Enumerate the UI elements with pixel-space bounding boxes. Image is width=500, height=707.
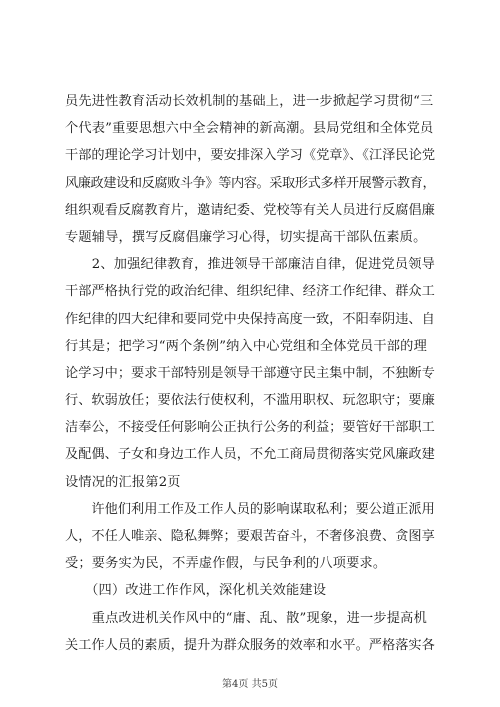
text-line: 组织观看反腐教育片，邀请纪委、党校等有关人员进行反腐倡廉 — [65, 202, 435, 218]
text-line: 人，不任人唯亲、隐私舞弊；要艰苦奋斗，不奢侈浪费、贪图享 — [65, 529, 435, 544]
text-line: 个代表”重要思想六中全会精神的新高潮。县局党组和全体党员 — [65, 121, 434, 137]
section-heading: （四）改进工作作风，深化机关效能建设 — [65, 583, 327, 599]
text-line: 干部的理论学习计划中，要安排深入学习《党章》、《江泽民论党 — [65, 148, 436, 164]
text-line: 重点改进机关作风中的“庸、乱、散”现象，进一步提高机 — [65, 610, 427, 626]
page-number: 第4页 共5页 — [222, 679, 278, 690]
text-line: 员先进性教育活动长效机制的基础上，进一步掀起学习贯彻“三 — [65, 94, 434, 109]
text-line: 专题辅导，撰写反腐倡廉学习心得，切实提高干部队伍素质。 — [65, 229, 427, 245]
text-line: 论学习中；要求干部特别是领导干部遵守民主集中制，不独断专 — [65, 365, 435, 381]
text-line: 2、加强纪律教育，推进领导干部廉洁自律，促进党员领导 — [65, 257, 436, 273]
text-line: 洁奉公，不接受任何影响公正执行公务的利益；要管好干部职工 — [65, 420, 435, 436]
text-line: 干部严格执行党的政治纪律、组织纪律、经济工作纪律、群众工 — [65, 284, 435, 300]
text-line: 行、软弱放任；要依法行使权利，不滥用职权、玩忽职守；要廉 — [65, 393, 435, 409]
text-line: 关工作人员的素质，提升为群众服务的效率和水平。严格落实各 — [65, 637, 435, 653]
text-line: 行其是；把学习“两个条例”纳入中心党组和全体党员干部的理 — [65, 338, 427, 354]
text-line: 作纪律的四大纪律和要同党中央保持高度一致，不阳奉阴违、自 — [65, 311, 435, 327]
text-line: 及配偶、子女和身边工作人员，不允工商局贯彻落实党风廉政建 — [65, 447, 435, 463]
body-text — [65, 88, 435, 659]
text-line: 设情况的汇报第2页 — [65, 474, 181, 490]
text-line: 许他们利用工作及工作人员的影响谋取私利；要公道正派用 — [65, 501, 435, 517]
text-line: 风廉政建设和反腐败斗争》等内容。采取形式多样开展警示教育， — [65, 175, 436, 191]
text-line: 受；要务实为民，不弄虚作假，与民争利的八项要求。 — [65, 556, 387, 572]
